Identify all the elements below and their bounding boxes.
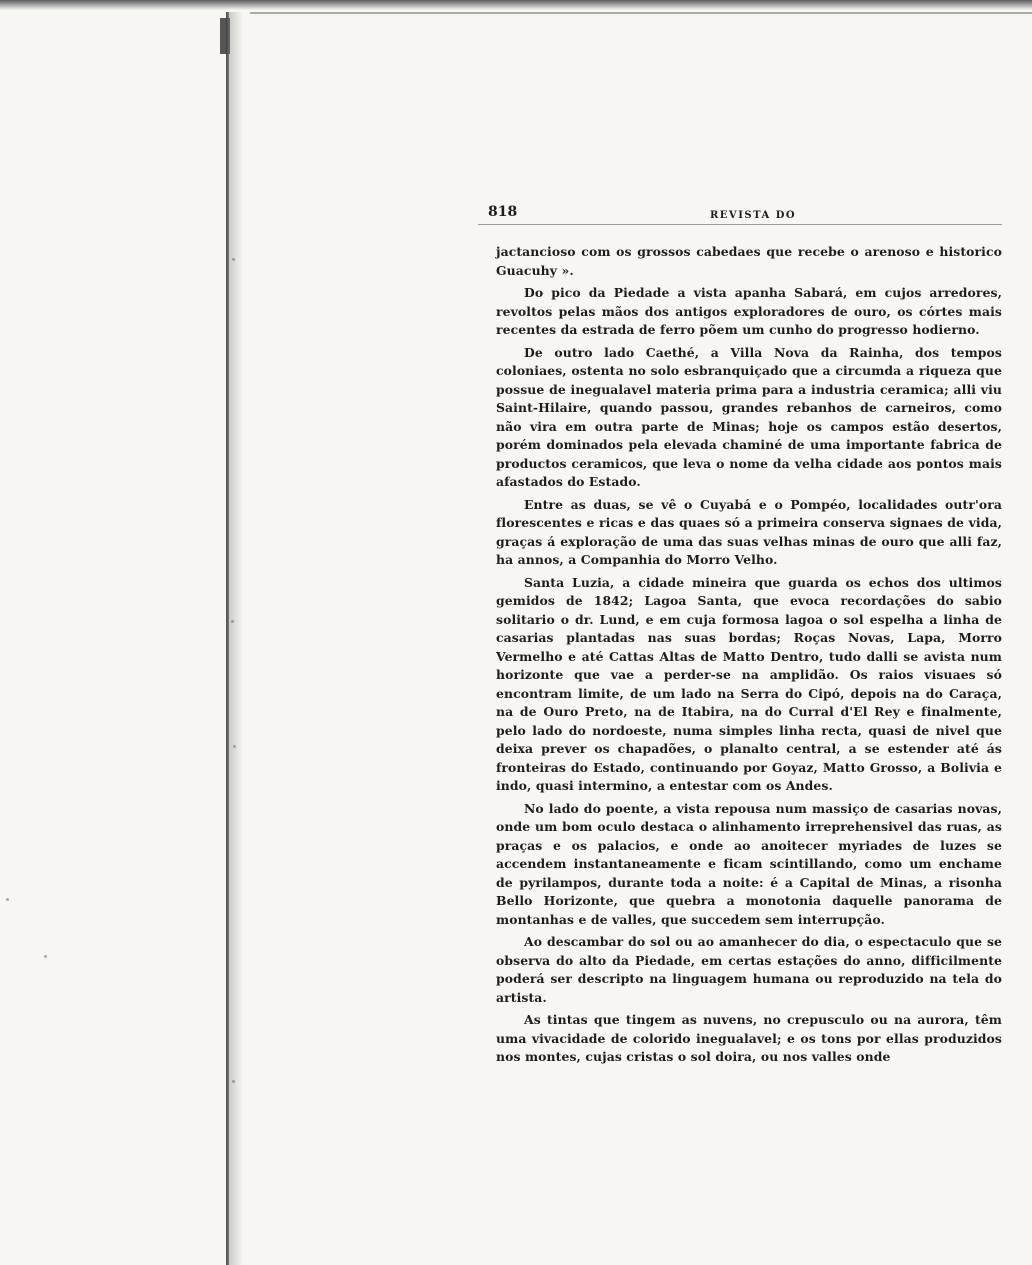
paragraph: Ao descambar do sol ou ao amanhecer do dia, o espectaculo que se observa do alto da Piedade, em certas estações do anno, difficilmente poderá ser descripto na linguagem humana ou reproduzido na tela do artista. [496,934,1002,1005]
header-title: REVISTA DO [710,210,797,221]
scan-speck [233,745,236,748]
scan-speck [231,620,234,623]
paragraph: Santa Luzia, a cidade mineira que guarda os echos dos ultimos gemidos de 1842; Lagoa Santa, que evoca recordações do sabio solitario o dr. Lund, e em cuja formosa lagoa o sol espelha a linha de casarias plantadas nas suas bordas; Roças Novas, Lapa, Morro Vermelho e até Cattas Altas de Matto Dentro, tudo dalli se avista num horizonte que vae a perder-se na amplidão. Os raios visuaes só encontram limite, de um lado na Serra do Cipó, depois na do Caraça, na de Ouro Preto, na de Itabira, na do Curral d'El Rey e finalmente, pelo lado do nordoeste, numa simples linha recta, quasi de nivel que deixa prever os chapadões, o planalto central, a se estender até ás fronteiras do Estado, continuando por Goyaz, Matto Grosso, a Bolivia e indo, quasi intermino, a entestar com os Andes. [496,574,1002,793]
paragraph: jactancioso com os grossos cabedaes que recebe o arenoso e historico Guacuhy ». [496,244,1002,278]
scan-speck [44,955,47,958]
scan-top-line [250,12,1032,14]
paragraph: De outro lado Caethé, a Villa Nova da Rainha, dos tempos coloniaes, ostenta no solo esbranquiçado que a circumda a riqueza que possue de inegualavel materia prima para a industria ceramica; alli viu Saint-Hilaire, quando passou, grandes rebanhos de carneiros, como não vira em outra parte de Minas; hoje os campos estão desertos, porém dominados pela elevada chaminé de uma importante fabrica de productos ceramicos, que leva o nome da velha cidade aos pontos mais afastados do Estado. [496,344,1002,489]
paragraph: Entre as duas, se vê o Cuyabá e o Pompéo, localidades outr'ora florescentes e ricas e das quaes só a primeira conserva signaes de vida, graças á exploração de uma das suas velhas minas de ouro que alli faz, ha annos, a Companhia do Morro Velho. [496,496,1002,567]
scan-speck [232,1080,235,1083]
paragraph: Do pico da Piedade a vista apanha Sabará, em cujos arredores, revoltos pelas mãos dos antigos exploradores de ouro, os córtes mais recentes da estrada de ferro põem um cunho do progresso hodierno. [496,285,1002,337]
scan-top-band [0,0,1032,10]
running-header [478,200,1002,225]
body-text [478,243,1002,1067]
book-page [478,200,1002,1071]
binding-gutter-shadow [229,12,243,1265]
paragraph: No lado do poente, a vista repousa num massiço de casarias novas, onde um bom oculo destaca o alinhamento irreprehensivel das ruas, as praças e os palacios, e onde ao anoitecer myriades de luzes se accendem instantaneamente e ficam scintillando, como um enchame de pyrilampos, durante toda a noite: é a Capital de Minas, a risonha Bello Horizonte, que quebra a monotonia daquelle panorama de montanhas e de valles, que succedem sem interrupção. [496,800,1002,927]
scan-speck [6,898,9,901]
page-number: 818 [488,204,518,220]
scan-speck [232,258,235,261]
paragraph: As tintas que tingem as nuvens, no crepusculo ou na aurora, têm uma vivacidade de colorido inegualavel; e os tons por ellas produzidos nos montes, cujas cristas o sol doira, ou nos valles onde [496,1012,1002,1064]
